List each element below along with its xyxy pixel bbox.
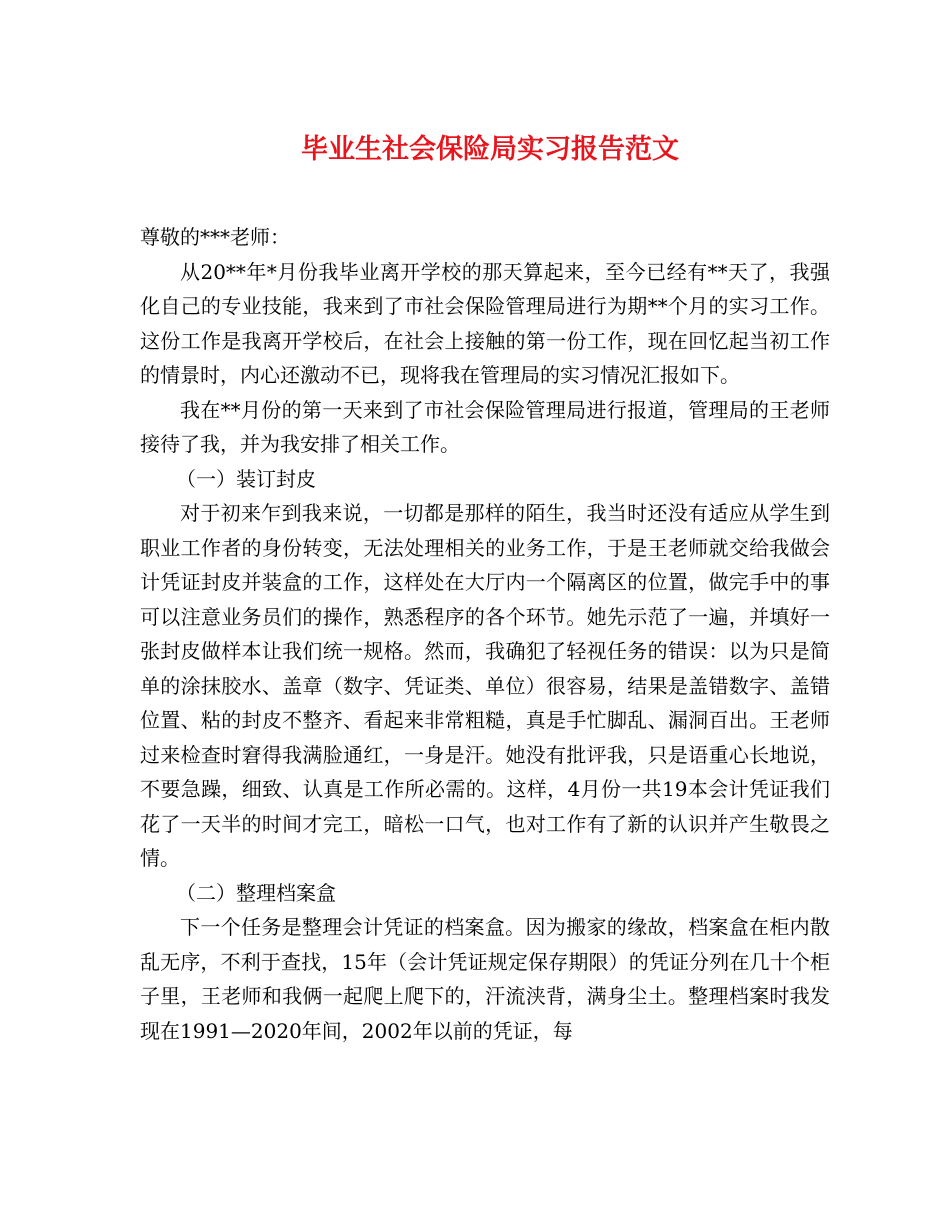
section-heading-archive: （二）整理档案盒 [176, 880, 336, 905]
salutation: 尊敬的***老师： [140, 225, 290, 249]
paragraph-binding: 对于初来乍到我来说，一切都是那样的陌生，我当时还没有适应从学生到职业工作者的身份转变，无法处理相关的业务工作，于是王老师就交给我做会计凭证封皮并装盒的工作，这样处在大厅内一个隔离区的位置，做完手中的事可以注意业务员们的操作，熟悉程序的各个环节。她先示范了一遍，并填好一张封皮做样本让我们统一规格。然而，我确犯了轻视任务的错误：以为只是简单的涂抹胶水、盖章（数字、凭证类、单位）很容易，结果是盖错数字、盖错位置、粘的封皮不整齐、看起来非常粗糙，真是手忙脚乱、漏洞百出。王老师过来检查时窘得我满脸通红，一身是汗。她没有批评我，只是语重心长地说，不要急躁，细致、认真是工作所必需的。这样，4月份一共19本会计凭证我们花了一天半的时间才完工，暗松一口气，也对工作有了新的认识并产生敬畏之情。 [140, 501, 830, 870]
section-heading-binding: （一）装订封皮 [176, 466, 316, 491]
paragraph-intro: 从20**年*月份我毕业离开学校的那天算起来，至今已经有**天了，我强化自己的专业技能，我来到了市社会保险管理局进行为期**个月的实习工作。这份工作是我离开学校后，在社会上接触的第一份工作，现在回忆起当初工作的情景时，内心还激动不已，现将我在管理局的实习情况汇报如下。 [140, 259, 830, 387]
document-title: 毕业生社会保险局实习报告范文 [301, 134, 679, 165]
paragraph-archive: 下一个任务是整理会计凭证的档案盒。因为搬家的缘故，档案盒在柜内散乱无序，不利于查找，15年（会计凭证规定保存期限）的凭证分列在几十个柜子里，王老师和我俩一起爬上爬下的，汗流浃背，满身尘土。整理档案时我发现在1991—2020年间，2002年以前的凭证，每 [140, 915, 830, 1043]
paragraph-arrival: 我在**月份的第一天来到了市社会保险管理局进行报道，管理局的王老师接待了我，并为我安排了相关工作。 [140, 397, 830, 456]
document-body [140, 220, 830, 1048]
